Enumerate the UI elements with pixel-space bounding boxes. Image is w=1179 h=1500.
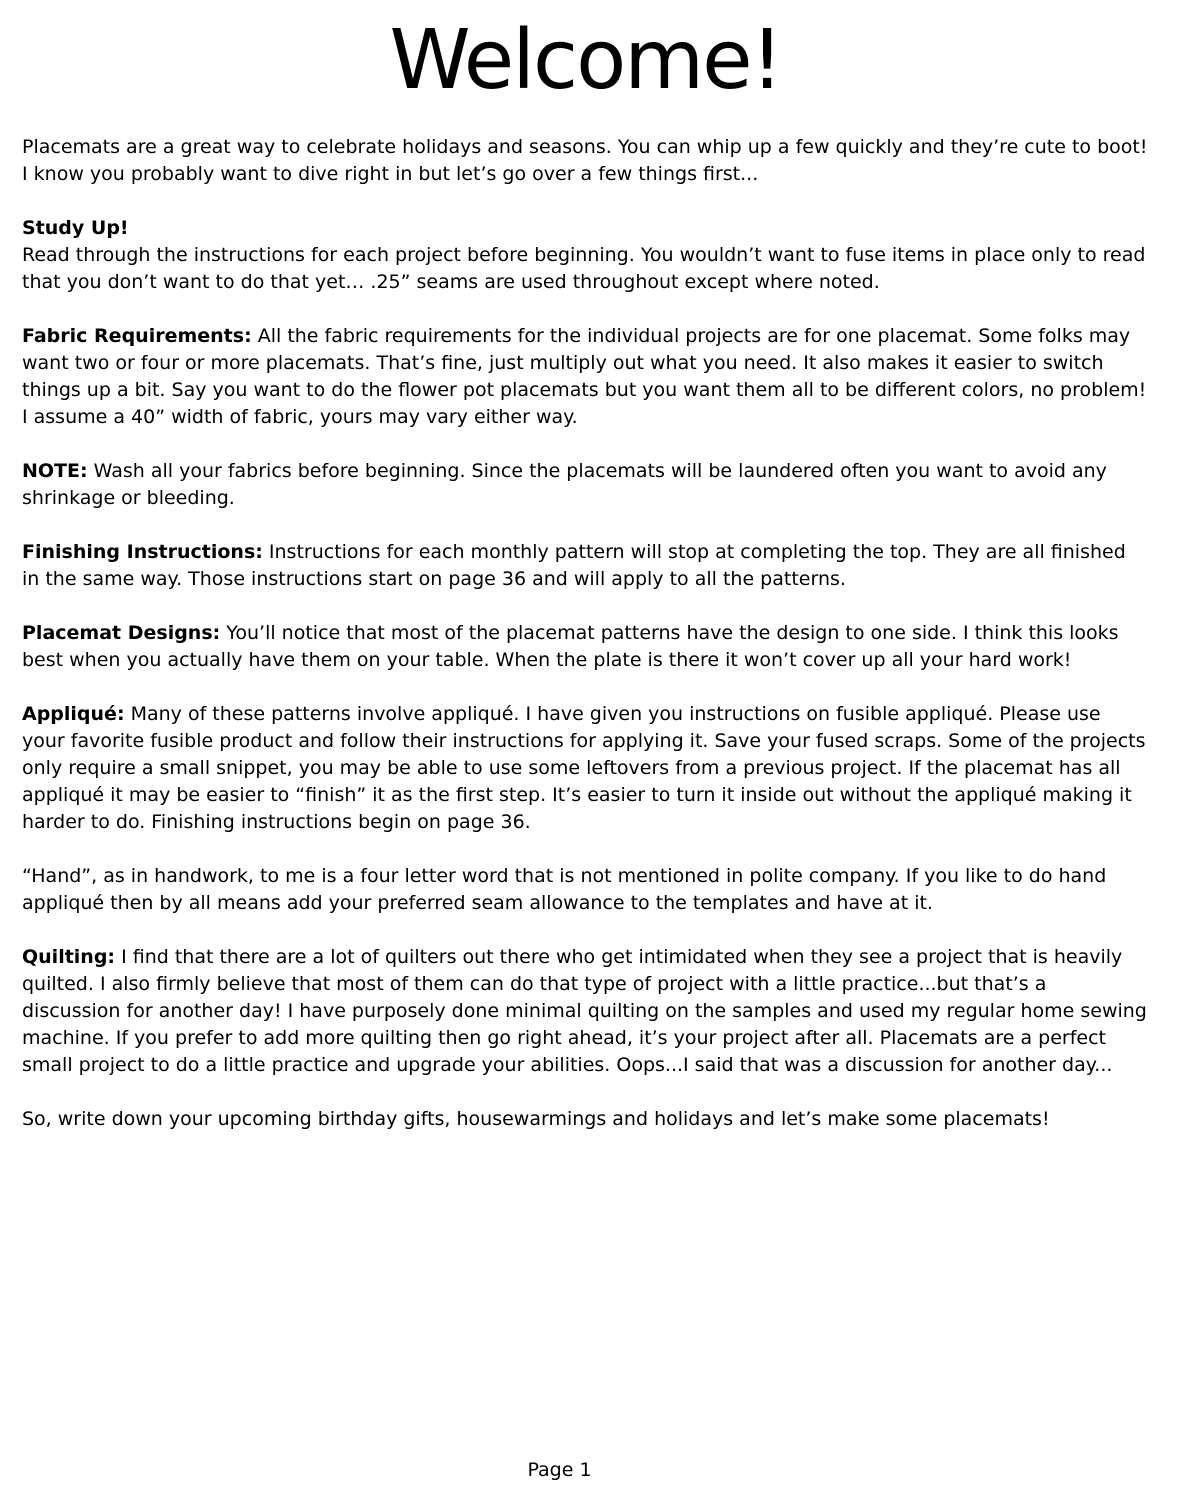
section-paragraph [22, 215, 1149, 296]
section-body: So, write down your upcoming birthday gifts, housewarmings and holidays and let’s make some placemats! [22, 1108, 1050, 1131]
section-paragraph [22, 539, 1149, 593]
sections-container [22, 215, 1149, 1133]
section-paragraph [22, 458, 1149, 512]
section-heading: Fabric Requirements: [22, 325, 252, 348]
section-paragraph [22, 620, 1149, 674]
section-heading: Placemat Designs: [22, 622, 221, 645]
section-paragraph [22, 323, 1149, 431]
section-body: You’ll notice that most of the placemat patterns have the design to one side. I think this looks best when you actually have them on your table. When the plate is there it won’t cover up all your hard work! [22, 622, 1119, 672]
page-number: Page 1 [527, 1459, 592, 1481]
section-paragraph [22, 701, 1149, 836]
section-heading: NOTE: [22, 460, 88, 483]
section-heading: Quilting: [22, 946, 116, 969]
section-body: Wash all your fabrics before beginning. Since the placemats will be laundered often you want to avoid any shrinkage or bleeding. [22, 460, 1107, 510]
section-body: I find that there are a lot of quilters out there who get intimidated when they see a project that is heavily quilted. I also firmly believe that most of them can do that type of project with a little practice...but that’s a discussion for another day! I have purposely done minimal quilting on the samples and used my regular home sewing machine. If you prefer to add more quilting then go right ahead, it’s your project after all. Placemats are a perfect small project to do a little practice and upgrade your abilities. Oops...I said that was a discussion for another day... [22, 946, 1147, 1077]
section-body: Instructions for each monthly pattern will stop at completing the top. They are all finished in the same way. Those instructions start on page 36 and will apply to all the patterns. [22, 541, 1126, 591]
section-body: Read through the instructions for each project before beginning. You wouldn’t want to fuse items in place only to read that you don’t want to do that yet… .25” seams are used throughout except where noted. [22, 244, 1146, 294]
section-body: Many of these patterns involve appliqué. I have given you instructions on fusible appliqué. Please use your favorite fusible product and follow their instructions for applying it. Save your fused scraps. Some of the projects only require a small snippet, you may be able to use some leftovers from a previous project. If the placemat has all appliqué it may be easier to “finish” it as the first step. It’s easier to turn it inside out without the appliqué making it harder to do. Finishing instructions begin on page 36. [22, 703, 1146, 834]
intro-paragraph: Placemats are a great way to celebrate holidays and seasons. You can whip up a few quickly and they’re cute to boot! I know you probably want to dive right in but let’s go over a few things first... [22, 136, 1148, 186]
section-heading: Appliqué: [22, 703, 125, 726]
section-paragraph [22, 1106, 1149, 1133]
section-paragraph [22, 863, 1149, 917]
section-body: “Hand”, as in handwork, to me is a four letter word that is not mentioned in polite company. If you like to do hand appliqué then by all means add your preferred seam allowance to the templates and have at it. [22, 865, 1107, 915]
section-heading: Study Up! [22, 217, 129, 240]
section-paragraph [22, 944, 1149, 1079]
page-title: Welcome! [389, 13, 782, 108]
section-body: All the fabric requirements for the individual projects are for one placemat. Some folks may want two or four or more placemats. That’s fine, just multiply out what you need. It also makes it easier to switch things up a bit. Say you want to do the flower pot placemats but you want them all to be different colors, no problem! I assume a 40” width of fabric, yours may vary either way. [22, 325, 1147, 429]
section-heading: Finishing Instructions: [22, 541, 263, 564]
